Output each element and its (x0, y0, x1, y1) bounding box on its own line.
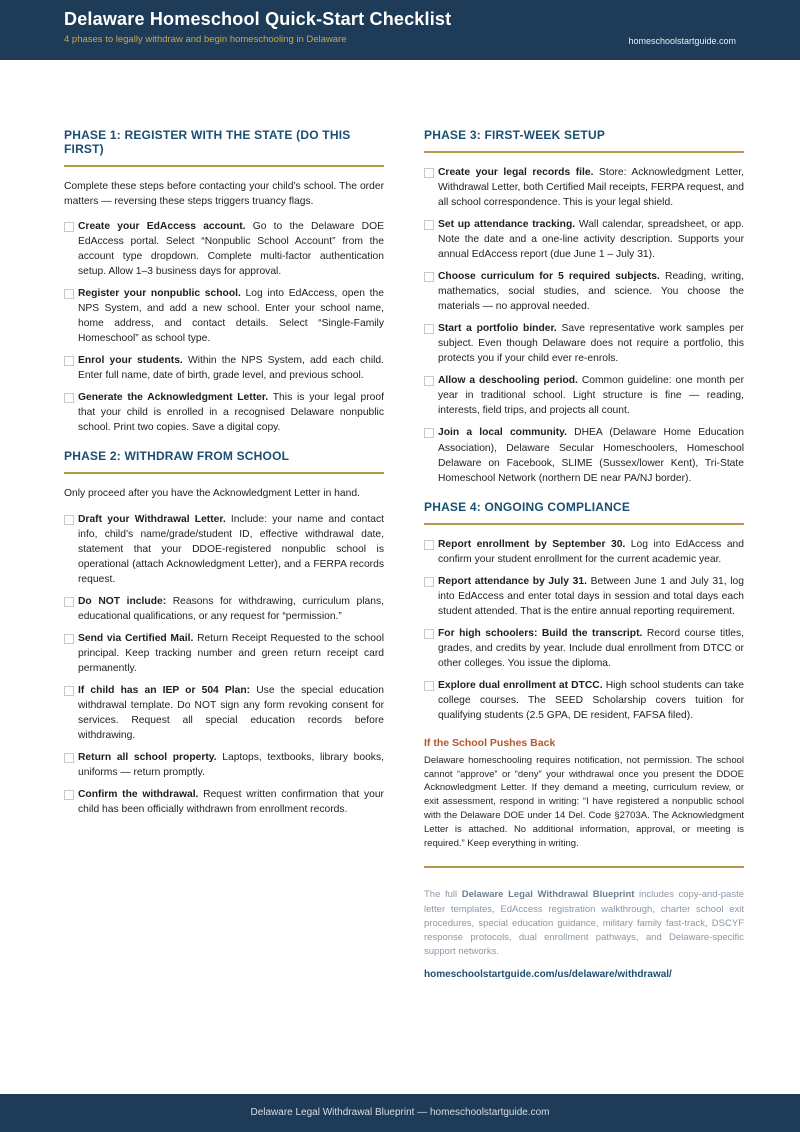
page-subtitle: 4 phases to legally withdraw and begin homeschooling in Delaware (64, 34, 347, 45)
checklist-item (64, 631, 384, 676)
checkbox-icon[interactable] (64, 753, 74, 763)
checklist-item (64, 683, 384, 743)
right-column (424, 128, 744, 980)
phase-intro: Complete these steps before contacting your child’s school. The order matters — reversing these steps triggers truancy flags. (64, 181, 384, 208)
footnote-post: includes copy-and-paste letter templates, EdAccess registration walkthrough, charter school exit procedures, special education guidance, military family fast-track, DSCYF response protocols, dual enrollment pathways, and Delaware-specific support networks. (424, 889, 744, 958)
checklist-item (424, 425, 744, 485)
page-title: Delaware Homeschool Quick-Start Checklist (64, 9, 452, 29)
item-lead-text: Send via Certified Mail. (78, 632, 194, 644)
checkbox-icon[interactable] (424, 629, 434, 639)
checkbox-icon[interactable] (424, 540, 434, 550)
checklist-item (64, 286, 384, 346)
checklist-item (424, 373, 744, 418)
item-lead-text: Enrol your students. (78, 355, 183, 367)
section-divider-gold (424, 523, 744, 525)
checkbox-icon[interactable] (64, 356, 74, 366)
item-body-text: Go to the Delaware DOE EdAccess portal. Select “Nonpublic School Account” from the account type dropdown. Complete multi-factor authentication setup. Allow 1–3 business days for approval. (78, 221, 384, 278)
footnote-divider-gold (424, 866, 744, 868)
left-column (64, 128, 384, 980)
checklist-item (64, 594, 384, 624)
checklist-item (424, 217, 744, 262)
item-body-text: Within the NPS System, add each child. Enter full name, date of birth, grade level, and previous school. (78, 355, 384, 382)
item-body-text: Use the special education withdrawal template. Do NOT sign any form revoking consent for services. Request all special education records before withdrawing. (78, 684, 384, 741)
blueprint-url-link[interactable]: homeschoolstartguide.com/us/delaware/withdrawal/ (424, 968, 672, 980)
item-body-text: Include: your name and contact info, child’s name/grade/student ID, effective withdrawal date, statement that your DDOE-registered nonpublic school is operational (attach Acknowledgment Letter), and a FERPA records request. (78, 513, 384, 585)
pushback-callout (424, 737, 744, 850)
checkbox-icon[interactable] (424, 324, 434, 334)
checkbox-icon[interactable] (64, 222, 74, 232)
item-body-text: High school students can take college courses. The SEED Scholarship covers tuition for qualifying students (2.5 GPA, DE resident, FAFSA filed). (438, 679, 744, 721)
item-lead-text: Confirm the withdrawal. (78, 789, 199, 800)
footnote-text (424, 888, 744, 959)
checklist-item (424, 574, 744, 619)
item-body-text: Laptops, textbooks, library books, uniforms — return promptly. (78, 751, 384, 778)
item-body-text: Store: Acknowledgment Letter, Withdrawal Letter, both Certified Mail receipts, FERPA request, and all school correspondence. This is your legal shield. (438, 167, 744, 209)
item-lead-text: Choose curriculum for 5 required subjects. (438, 271, 660, 283)
checklist-item (424, 626, 744, 671)
item-lead-text: Return all school property. (78, 751, 217, 763)
phase-section (424, 128, 744, 486)
checklist-item (424, 321, 744, 366)
footnote-bold: Delaware Legal Withdrawal Blueprint (461, 889, 635, 901)
item-lead-text: Set up attendance tracking. (438, 219, 576, 231)
header-bar (0, 0, 800, 60)
item-lead-text: Report attendance by July 31. (438, 575, 587, 587)
item-body-text: Reading, writing, mathematics, social studies, and science. You choose the materials — no approval needed. (438, 271, 744, 313)
checkbox-icon[interactable] (64, 515, 74, 525)
item-body-text: Request written confirmation that your child has been officially withdrawn from enrollment records. (78, 789, 384, 816)
phase-section (64, 128, 384, 435)
phase-heading: PHASE 3: FIRST-WEEK SETUP (424, 128, 606, 142)
phase-section (424, 500, 744, 723)
checkbox-icon[interactable] (424, 681, 434, 691)
footnote-pre: The full (424, 889, 462, 901)
checklist-item (64, 512, 384, 587)
item-lead-text: Allow a deschooling period. (438, 375, 578, 387)
item-body-text: Wall calendar, spreadsheet, or app. Note the date and a one-line activity description. Supports your annual EdAccess report (due June 1 – July 31). (438, 219, 744, 261)
checklist-item (424, 165, 744, 210)
checkbox-icon[interactable] (64, 289, 74, 299)
item-body-text: Common guideline: one month per year in traditional school. Light structure is fine — reading, interests, field trips, and projects all count. (438, 375, 744, 417)
item-body-text: Log into EdAccess, open the NPS System, and add a new school. Enter your school name, home address, and contact details. Select “Single-Family Homeschool” as school type. (78, 288, 384, 345)
callout-body-text: Delaware homeschooling requires notification, not permission. The school cannot “approve” or “deny” your withdrawal once you present the DDOE Acknowledgment Letter. If they demand a meeting, curriculum review, or exit assessment, respond in writing: “I have registered a nonpublic school with the Delaware DOE under 14 Del. Code §2703A. The Acknowledgment Letter is attached. No additional information, approval, or meeting is required.” Keep everything in writing. (424, 754, 744, 849)
item-lead-text: Create your legal records file. (438, 167, 594, 178)
checkbox-icon[interactable] (64, 686, 74, 696)
item-lead-text: Report enrollment by September 30. (438, 538, 626, 550)
phase-section (64, 449, 384, 817)
footer-bar (0, 1094, 800, 1132)
checklist-content (64, 60, 744, 980)
item-body-text: Record course titles, grades, and credits by year. Include dual enrollment from DTCC or other colleges. You issue the diploma. (438, 627, 744, 669)
item-lead-text: Start a portfolio binder. (438, 323, 557, 335)
checklist-item (424, 537, 744, 567)
checklist-item (64, 787, 384, 817)
footer-text: Delaware Legal Withdrawal Blueprint — homeschoolstartguide.com (250, 1107, 550, 1118)
checkbox-icon[interactable] (64, 634, 74, 644)
checkbox-icon[interactable] (64, 597, 74, 607)
section-divider-gold (424, 151, 744, 153)
phase-intro: Only proceed after you have the Acknowledgment Letter in hand. (64, 488, 360, 500)
callout-heading: If the School Pushes Back (424, 736, 556, 749)
item-lead-text: Create your EdAccess account. (78, 221, 246, 233)
checkbox-icon[interactable] (64, 790, 74, 800)
phase-heading: PHASE 4: ONGOING COMPLIANCE (424, 499, 631, 514)
phase-heading: PHASE 2: WITHDRAW FROM SCHOOL (64, 449, 290, 464)
item-body-text: Reasons for withdrawing, curriculum plans, educational qualifications, or any request for “permission.” (78, 595, 384, 622)
checklist-item (64, 390, 384, 435)
item-lead-text: Explore dual enrollment at DTCC. (438, 679, 603, 691)
item-body-text: Between June 1 and July 31, log into EdAccess and enter total days in session and total days each student attended. That is the entire annual reporting requirement. (438, 575, 744, 617)
checkbox-icon[interactable] (424, 376, 434, 386)
checkbox-icon[interactable] (424, 428, 434, 438)
item-body-text: Return Receipt Requested to the school principal. Keep tracking number and green return receipt card permanently. (78, 632, 384, 674)
section-divider-gold (64, 165, 384, 167)
checkbox-icon[interactable] (424, 577, 434, 587)
item-lead-text: If child has an IEP or 504 Plan: (78, 684, 251, 696)
checkbox-icon[interactable] (424, 168, 434, 178)
checklist-item (424, 269, 744, 314)
checkbox-icon[interactable] (424, 272, 434, 282)
item-body-text: DHEA (Delaware Home Education Association), Delaware Secular Homeschoolers, Homeschool Delaware on Facebook, SLIME (Sussex/lower Kent), Tri-State Homeschool Network (northern DE near PA/NJ border). (438, 427, 744, 484)
checkbox-icon[interactable] (424, 220, 434, 230)
item-body-text: Log into EdAccess and confirm your student enrollment for the current academic year. (438, 538, 744, 565)
item-lead-text: Join a local community. (438, 427, 567, 439)
section-divider-gold (64, 472, 384, 474)
item-body-text: Save representative work samples per subject. Even though Delaware does not require a portfolio, this protects you if your child ever re-enrols. (438, 323, 744, 365)
header-site-label: homeschoolstartguide.com (628, 36, 736, 46)
checkbox-icon[interactable] (64, 393, 74, 403)
item-lead-text: Do NOT include: (78, 595, 167, 607)
checklist-item (64, 353, 384, 383)
checklist-item (64, 750, 384, 780)
footnote-block (424, 866, 744, 979)
item-lead-text: Generate the Acknowledgment Letter. (78, 392, 269, 404)
checklist-item (424, 678, 744, 723)
item-body-text: This is your legal proof that your child is enrolled in a recognised Delaware nonpublic school. Print two copies. Save a digital copy. (78, 392, 384, 434)
phase-heading: PHASE 1: REGISTER WITH THE STATE (DO THIS FIRST) (64, 128, 351, 156)
item-lead-text: Draft your Withdrawal Letter. (78, 513, 226, 525)
checklist-item (64, 219, 384, 279)
item-lead-text: For high schoolers: Build the transcript. (438, 627, 643, 639)
item-lead-text: Register your nonpublic school. (78, 288, 241, 300)
